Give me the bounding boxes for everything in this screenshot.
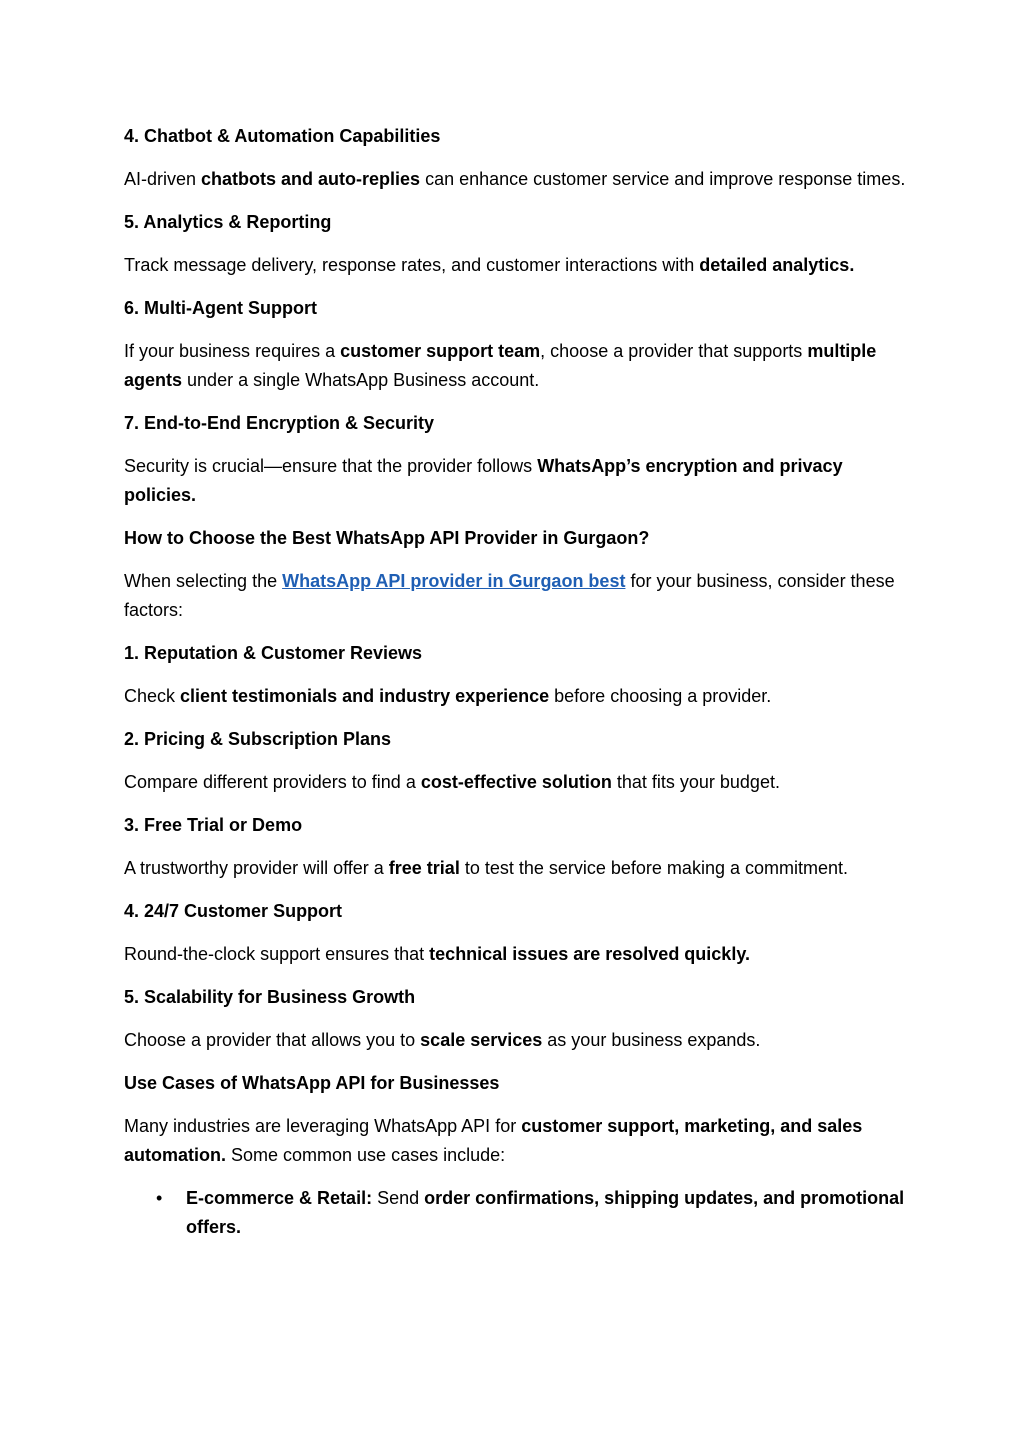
paragraph-text: Many industries are leveraging WhatsApp API for <box>124 1116 522 1136</box>
bullet-icon: • <box>156 1188 163 1208</box>
paragraph-text: Some common use cases include: <box>226 1145 506 1165</box>
section-paragraph <box>124 567 914 625</box>
section-heading: 5. Scalability for Business Growth <box>124 987 416 1007</box>
paragraph-text: Choose a provider that allows you to <box>124 1030 421 1050</box>
paragraph-text: can enhance customer service and improve response times. <box>420 169 906 189</box>
paragraph-text: for your business, consider these factors: <box>124 571 895 620</box>
section-heading: 5. Analytics & Reporting <box>124 212 332 232</box>
paragraph-text: , choose a provider that supports <box>540 341 808 361</box>
use-case-list <box>124 1184 914 1242</box>
paragraph-bold-text: customer support team <box>340 341 541 361</box>
list-item <box>124 1184 914 1242</box>
section-paragraph <box>124 1026 914 1055</box>
paragraph-text: Compare different providers to find a <box>124 772 421 792</box>
section-paragraph <box>124 940 914 969</box>
paragraph-text: under a single WhatsApp Business account. <box>182 370 540 390</box>
list-item-bold-text: E-commerce & Retail: <box>186 1188 373 1208</box>
section-heading: 1. Reputation & Customer Reviews <box>124 643 423 663</box>
paragraph-text: If your business requires a <box>124 341 341 361</box>
section-paragraph <box>124 854 914 883</box>
section-heading: 4. 24/7 Customer Support <box>124 901 343 921</box>
paragraph-text: Check <box>124 686 181 706</box>
paragraph-text: When selecting the <box>124 571 283 591</box>
provider-link[interactable]: WhatsApp API provider in Gurgaon best <box>282 571 626 591</box>
document-page <box>124 122 914 1242</box>
section-heading: 6. Multi-Agent Support <box>124 298 317 318</box>
paragraph-bold-text: cost-effective solution <box>420 772 612 792</box>
list-item-text: Send <box>372 1188 425 1208</box>
section-heading: Use Cases of WhatsApp API for Businesses <box>124 1073 500 1093</box>
paragraph-bold-text: client testimonials and industry experience <box>180 686 550 706</box>
paragraph-bold-text: scale services <box>420 1030 543 1050</box>
paragraph-text: A trustworthy provider will offer a <box>124 858 389 878</box>
paragraph-text: to test the service before making a commitment. <box>459 858 848 878</box>
paragraph-text: Track message delivery, response rates, and customer interactions with <box>124 255 700 275</box>
paragraph-bold-text: technical issues are resolved quickly. <box>429 944 750 964</box>
list-item-bold-text: order confirmations, shipping updates, and promotional offers. <box>186 1188 905 1237</box>
paragraph-text: as your business expands. <box>542 1030 761 1050</box>
paragraph-bold-text: WhatsApp’s encryption and privacy policies. <box>124 456 843 505</box>
section-heading: 3. Free Trial or Demo <box>124 815 303 835</box>
section-paragraph <box>124 251 914 280</box>
paragraph-text: Round-the-clock support ensures that <box>124 944 430 964</box>
section-heading: 4. Chatbot & Automation Capabilities <box>124 126 441 146</box>
section-paragraph <box>124 337 914 395</box>
paragraph-text: Security is crucial—ensure that the provider follows <box>124 456 538 476</box>
paragraph-bold-text: free trial <box>388 858 460 878</box>
section-paragraph <box>124 768 914 797</box>
paragraph-bold-text: multiple agents <box>124 341 877 390</box>
paragraph-bold-text: customer support, marketing, and sales automation. <box>124 1116 863 1165</box>
paragraph-bold-text: detailed analytics. <box>699 255 855 275</box>
section-paragraph <box>124 1112 914 1170</box>
section-paragraph <box>124 165 914 194</box>
section-heading: 7. End-to-End Encryption & Security <box>124 413 435 433</box>
paragraph-text: AI-driven <box>124 169 202 189</box>
paragraph-text: that fits your budget. <box>611 772 780 792</box>
section-paragraph <box>124 452 914 510</box>
paragraph-bold-text: chatbots and auto-replies <box>201 169 421 189</box>
section-paragraph <box>124 682 914 711</box>
paragraph-text: before choosing a provider. <box>549 686 772 706</box>
section-heading: 2. Pricing & Subscription Plans <box>124 729 392 749</box>
section-heading: How to Choose the Best WhatsApp API Provider in Gurgaon? <box>124 528 650 548</box>
